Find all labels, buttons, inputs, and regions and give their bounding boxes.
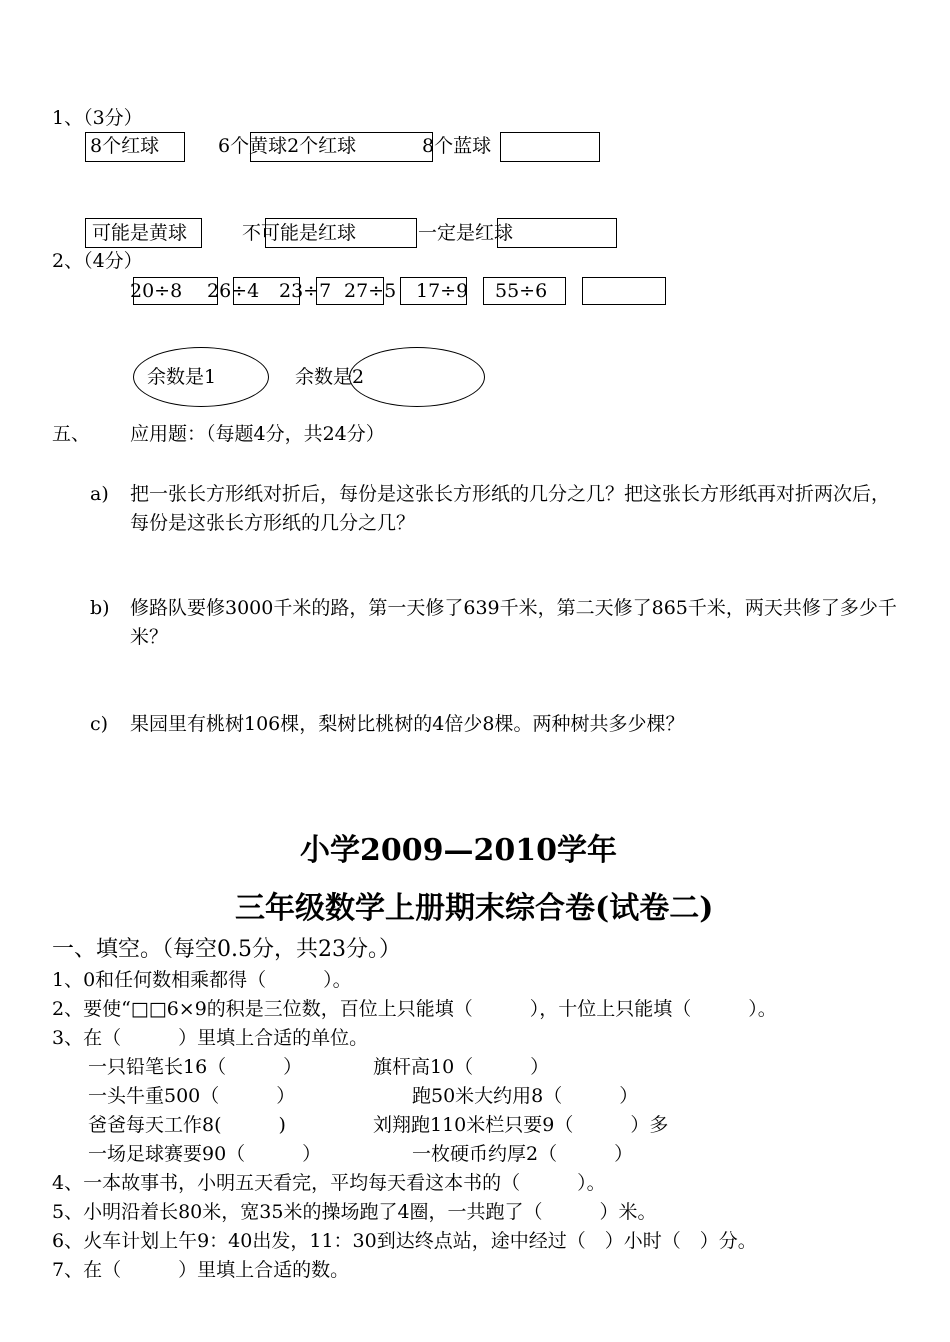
fill-q2: 2、要使“□□6×9的积是三位数，百位上只能填（ ），十位上只能填（ ）。 (52, 998, 777, 1020)
fill-q3-item-7: 一场足球赛要90（ ） (88, 1143, 322, 1165)
fill-q5: 5、小明沿着长80米，宽35米的操场跑了4圈，一共跑了（ ）米。 (52, 1201, 657, 1223)
q2-expr-3: 23÷7 (279, 280, 332, 302)
q2-oval-1-label: 余数是1 (147, 366, 217, 388)
q2-expr-2: 26÷4 (207, 280, 260, 302)
fill-q1: 1、0和任何数相乘都得（ ）。 (52, 969, 352, 991)
fill-q3-item-8: 一枚硬币约厚2（ ） (412, 1143, 634, 1165)
q1-row2-item-3: 一定是红球 (418, 222, 514, 244)
q2-oval-2 (349, 347, 485, 407)
q1-row1-item-1: 8个红球 (90, 135, 160, 157)
q2-expr-6: 55÷6 (495, 280, 548, 302)
fill-q7: 7、在（ ）里填上合适的数。 (52, 1259, 350, 1281)
q1-row1-item-2: 6个黄球2个红球 (218, 135, 357, 157)
q2-expr-4: 27÷5 (344, 280, 397, 302)
fill-q4: 4、一本故事书，小明五天看完，平均每天看这本书的（ ）。 (52, 1172, 606, 1194)
fill-q6: 6、火车计划上午9：40出发，11：30到达终点站，途中经过（ ）小时（ ）分。 (52, 1230, 757, 1252)
section1-heading: 一、填空。（每空0.5分，共23分。） (52, 937, 401, 962)
fill-q3-item-6: 刘翔跑110米栏只要9（ ）多 (373, 1114, 669, 1136)
q1-row1-item-3: 8个蓝球 (422, 135, 492, 157)
q1-box-3 (500, 132, 600, 162)
item-a-letter: a) (90, 483, 109, 505)
q2-expr-5: 17÷9 (416, 280, 469, 302)
item-b-letter: b) (90, 597, 110, 619)
q2-oval-2-label: 余数是2 (295, 366, 365, 388)
item-a-text: 把一张长方形纸对折后，每份是这张长方形纸的几分之几？把这张长方形纸再对折两次后，每份是这张长方形纸的几分之几？ (130, 483, 891, 535)
q2-expr-1: 20÷8 (130, 280, 183, 302)
section5-number: 五、 (52, 423, 91, 445)
exam-title-line1: 小学2009—2010学年 (300, 833, 617, 868)
fill-q3-item-4: 跑50米大约用8（ ） (412, 1085, 639, 1107)
fill-q3-item-5: 爸爸每天工作8( ) (88, 1114, 286, 1136)
q2-header: 2、（4分） (52, 250, 143, 272)
q1-box-6 (497, 218, 617, 248)
fill-q3-item-3: 一头牛重500（ ） (88, 1085, 296, 1107)
q1-row2-item-1: 可能是黄球 (92, 222, 188, 244)
section5-title: 应用题：（每题4分，共24分） (130, 423, 385, 445)
q2-box-6 (582, 277, 666, 305)
fill-q3-item-2: 旗杆高10（ ） (373, 1056, 550, 1078)
item-c-text: 果园里有桃树106棵，梨树比桃树的4倍少8棵。两种树共多少棵？ (130, 713, 685, 735)
fill-q3: 3、在（ ）里填上合适的单位。 (52, 1027, 369, 1049)
item-c-letter: c) (90, 713, 109, 735)
q1-row2-item-2: 不可能是红球 (242, 222, 357, 244)
q1-header: 1、（3分） (52, 107, 143, 129)
item-b-text: 修路队要修3000千米的路，第一天修了639千米，第二天修了865千米，两天共修了多少千米？ (130, 597, 897, 649)
fill-q3-item-1: 一只铅笔长16（ ） (88, 1056, 303, 1078)
exam-title-line2: 三年级数学上册期末综合卷(试卷二) (235, 891, 714, 926)
